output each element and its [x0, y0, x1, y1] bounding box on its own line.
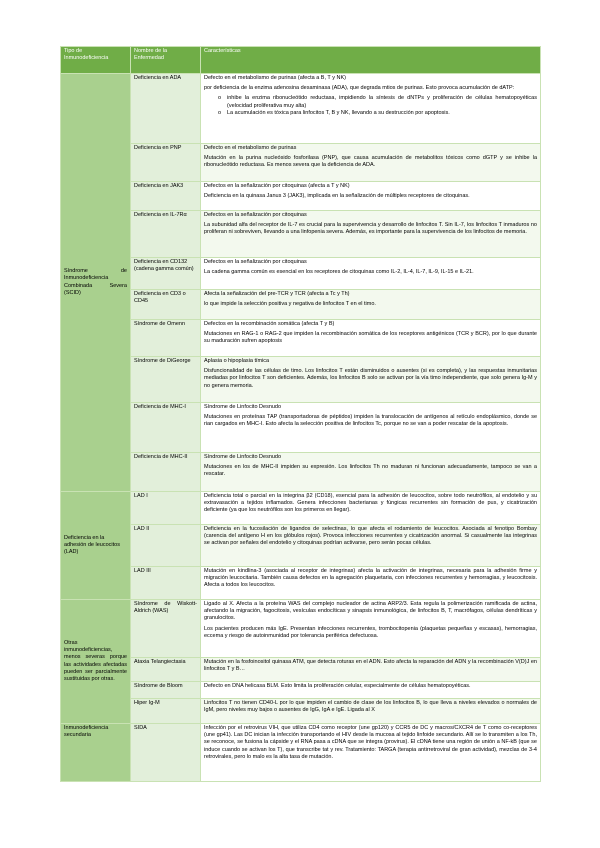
group-secundaria: Inmunodeficiencia secundaria [61, 724, 131, 782]
characteristics [201, 658, 541, 682]
text: Mutación en kindlina-3 (asociada al receptor de integrinas) afecta la activación de integrinas, necesaria para la adhesión firme y migración leucocitaria. También causa defectos en la agregación plaquetaria, con infecciones recurrentes y hemorragias, y leucocitosis. Afecta a todos los leucocitos. [204, 568, 537, 589]
disease-name: SIDA [131, 724, 201, 782]
table-row [61, 600, 541, 658]
disease-name: Deficiencia en CD3 o CD45 [131, 290, 201, 320]
disease-name: Deficiencia en JAK3 [131, 182, 201, 211]
text: Mutaciones en RAG-1 o RAG-2 que impiden la recombinación somática de los receptores antigénicos (TCR y BCR), por lo que durante su maduración sufren apoptosis [204, 331, 537, 345]
text: Mutación en la fosfoinositol quinasa ATM, que detecta roturas en el ADN. Esto afecta la reparación del ADN y la recombinación V(D)J en linfocitos T y B… [204, 659, 537, 673]
text: Deficiencia total o parcial en la integrina β2 (CD18), esencial para la adhesión de leucocitos, sobre todo neutrófilos, al endotelio y su extravasación a tejidos inflamados. Genera infecciones bacterianas y fúngicas recurrentes sin formación de pus, y cicatrización deficiente (ya que los neutrófilos son los primeros en llegar). [204, 493, 537, 514]
disease-name: Deficiencia en PNP [131, 144, 201, 182]
text: lo que impide la selección positiva y negativa de linfocitos T en el timo. [204, 301, 376, 308]
text: Ligado al X. Afecta a la proteína WAS del complejo nucleador de actina ARP2/3. Esta regula la polimerización ramificada de actina, afectando la migración, fagocitosis, vesículas endocíticas y sinapsis inmunológica, de linfocitos B, T, macrófagos, células dendríticas y granulocitos. [204, 601, 537, 622]
table-row [61, 724, 541, 782]
table-header-row [61, 47, 541, 74]
table-row [61, 567, 541, 600]
characteristics [201, 320, 541, 357]
text: Defectos en la señalización por citoquinas [204, 212, 307, 218]
header-disease: Nombre de la Enfermedad [131, 47, 201, 74]
group-otras: Otras inmunodeficiencias, menos severas porque las actividades afectadas pueden ser parcialmente sustituidas por otras. [61, 600, 131, 724]
disease-name: Síndrome de Wiskott-Aldrich (WAS) [131, 600, 201, 658]
group-lad: Deficiencia en la adhesión de leucocitos (LAD) [61, 492, 131, 600]
text: por deficiencia de la enzima adenosina desaminasa (ADA), que degrada mtios de purinas. Esto provoca acumulación de dATP: [204, 85, 515, 92]
document-page [60, 46, 540, 782]
disease-name: Síndrome de Omenn [131, 320, 201, 357]
disease-name: LAD II [131, 525, 201, 567]
text: Afecta la señalización del pre-TCR y TCR (afecta a Tc y Th) [204, 291, 350, 297]
table-row [61, 144, 541, 182]
characteristics [201, 211, 541, 258]
disease-name: Síndrome de Bloom [131, 682, 201, 699]
table-row [61, 492, 541, 525]
table-row [61, 658, 541, 682]
text: Aplasia o hipoplasia tímica [204, 358, 270, 364]
disease-name: LAD I [131, 492, 201, 525]
text: Defecto en el metabolismo de purinas (afecta a B, T y NK) [204, 75, 346, 81]
table-row [61, 453, 541, 492]
header-characteristics: Características [201, 47, 541, 74]
characteristics [201, 182, 541, 211]
table-row [61, 357, 541, 403]
text: Defectos en la señalización por citoquinas (afecta a T y NK) [204, 183, 350, 189]
disease-name: Deficiencia de MHC-II [131, 453, 201, 492]
characteristics [201, 258, 541, 290]
disease-name: Deficiencia en CD132 (cadena gamma común) [131, 258, 201, 290]
characteristics [201, 453, 541, 492]
header-type: Tipo de Inmunodeficiencia [61, 47, 131, 74]
disease-name: LAD III [131, 567, 201, 600]
characteristics [201, 74, 541, 144]
text: Infección por el retrovirus VIH, que utiliza CD4 como receptor (une gp120) y CCR5 de DC y macros/CXCR4 de T como co-receptores (une gp41). Las DC inician la infección transportando el HIV desde la mucosa al tejido linfoide secundario. Allí se lo transmiten a los Th, se reconoce, se fusiona la cápside y el RNA pasa a cDNA que se integra (provirus). El cDNA tiene una región de unión a NF-kB (que se induce cuando se activan los T), que transcribe tat y rev. Tratamiento: TARGA (terapia antirretroviral de gran actividad), mezclas de 3-4 retrovirales, pero lo malo es la alta tasa de mutación. [204, 725, 537, 760]
text: Síndrome de Linfocito Desnudo [204, 404, 282, 410]
characteristics [201, 357, 541, 403]
text: Disfuncionalidad de las células de timo. Los linfocitos T están disminuidos o ausentes (si es completa), y las respuestas inmunitarias mediadas por linfocitos T son deficientes. Además, los linfocitos B solo se activan por la vía timo independiente, que solo genera Ig-M y no genera memoria. [204, 368, 537, 389]
characteristics [201, 525, 541, 567]
text: La cadena gamma común es esencial en los receptores de citoquinas como IL-2, IL-4, IL-7, IL-9, IL-15 e IL-21. [204, 269, 474, 276]
table-row [61, 320, 541, 357]
table-row [61, 182, 541, 211]
text: Los pacientes producen más IgE. Presentan infecciones recurrentes, trombocitopenia (plaquetas pequeñas y escasas), hemorragias, eccema y riesgo de autoinmunidad por tolerancia periférica defectuosa. [204, 625, 537, 639]
table-row [61, 403, 541, 453]
disease-name: Deficiencia en ADA [131, 74, 201, 144]
disease-name: Hiper Ig-M [131, 699, 201, 724]
table-row [61, 682, 541, 699]
text: Linfocitos T no tienen CD40-L por lo que impiden el cambio de clase de los linfocitos B, lo que lleva a niveles elevados o normales de IgM, pero niveles muy bajos o ausentes de IgG, IgA e IgE. Ligada al X [204, 700, 537, 714]
characteristics [201, 600, 541, 658]
text: Defectos en la señalización por citoquinas [204, 259, 307, 265]
characteristics [201, 492, 541, 525]
disease-name: Síndrome de DiGeorge [131, 357, 201, 403]
text: La subunidad alfa del receptor de IL-7 es crucial para la supervivencia y desarrollo de linfocitos T. Sin IL-7, los linfocitos T inmaduros no proliferan ni sobreviven, llevando a una linfopenia severa. Además, es importante para la supervivencia de los linfocitos de memoria. [204, 222, 537, 236]
text: Defecto en el metabolismo de purinas [204, 145, 297, 151]
characteristics [201, 682, 541, 699]
table-row [61, 211, 541, 258]
text: Defectos en la recombinación somática (afecta T y B) [204, 321, 335, 327]
characteristics [201, 567, 541, 600]
text: Deficiencia en la quinasa Janus 3 (JAK3), implicada en la señalización de múltiples receptores de citoquinas. [204, 193, 470, 200]
text: Síndrome de Linfocito Desnudo [204, 454, 282, 460]
characteristics [201, 290, 541, 320]
disease-name: Deficiencia de MHC-I [131, 403, 201, 453]
table-row [61, 74, 541, 144]
characteristics [201, 724, 541, 782]
immunodeficiency-table [60, 46, 541, 782]
table-row [61, 290, 541, 320]
group-scid: Síndrome de Inmunodeficiencia Combinada Severa (SCID) [61, 74, 131, 492]
text: Mutación en la purina nucleósido fosforilasa (PNP), que causa acumulación de metabolitos tóxicos como dGTP y se inhibe la ribonucleótido reductasa. Es menos severa que la deficiencia de ADA. [204, 155, 537, 169]
text: Mutaciones en proteínas TAP (transportadoras de péptidos) impiden la translocación de antígenos al retículo endoplásmico, donde se rian cargados en MHC-I. Esto afecta la selección positiva de linfocitos Tc, porque no se van a poder rescatar de la apoptosis. [204, 414, 537, 428]
characteristics [201, 403, 541, 453]
characteristics [201, 699, 541, 724]
text: Mutaciones en los de MHC-II impiden su expresión. Los linfocitos Th no maduran ni funcionan adecuadamente, tampoco se van a rescatar. [204, 464, 537, 478]
table-row [61, 699, 541, 724]
disease-name: Ataxia Telangiectasia [131, 658, 201, 682]
list-item: o La acumulación es tóxica para linfocitos T, B y NK, llevando a su destrucción por apoptosis. [218, 110, 537, 117]
table-row [61, 258, 541, 290]
disease-name: Deficiencia en IL-7Rα [131, 211, 201, 258]
characteristics [201, 144, 541, 182]
text: Defecto en DNA helicasa BLM. Esto limita la proliferación celular, especialmente de células hematopoyéticas. [204, 683, 471, 689]
list-item: o inhibe la enzima ribonucleótido reductasa, impidiendo la síntesis de dNTPs y proliferación de células hematopoyéticas (velocidad proliferativa muy alta) [218, 95, 537, 109]
table-row [61, 525, 541, 567]
text: Deficiencia en la fucosilación de ligandos de selectinas, lo que afecta el rodamiento de leucocitos. Asociada al fenotipo Bombay (carencia del antígeno H en los glóbulos rojos). Provoca infecciones recurrentes y cicatrización anormal. Si casualmente las integrinas se activan por señales del endotelio y citoquinas podrían activarse, pero serán pocas células. [204, 526, 537, 547]
bullet-list [218, 95, 537, 117]
